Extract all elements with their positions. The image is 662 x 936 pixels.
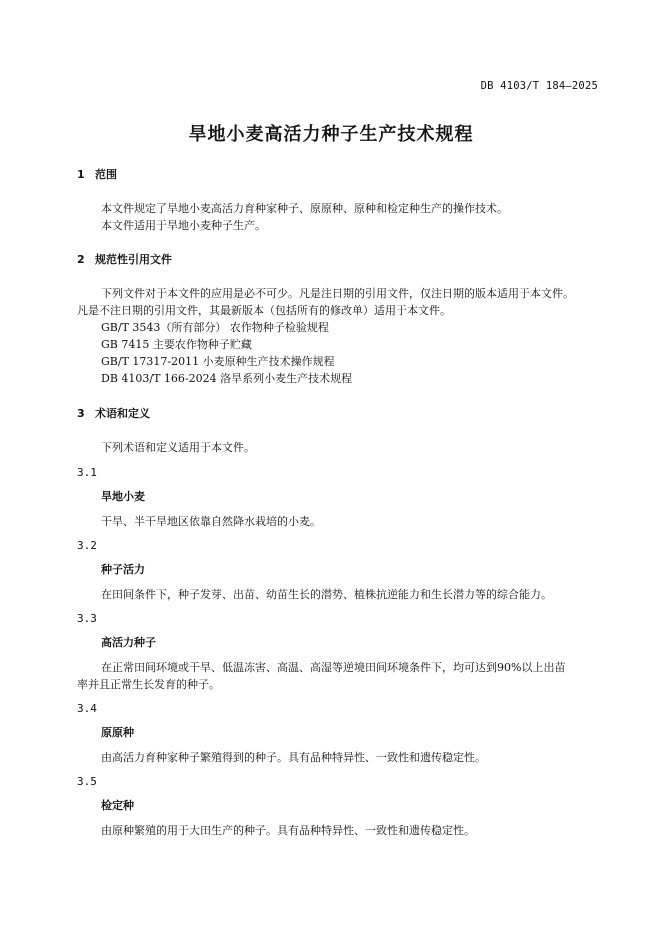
term-name: 旱地小麦 — [101, 490, 145, 503]
section-1-heading — [77, 166, 117, 182]
term-definition: 在正常田间环境或干旱、低温冻害、高温、高湿等逆境田间环境条件下，均可达到90%以上出苗 — [101, 661, 566, 674]
term-number: 3.4 — [77, 702, 97, 715]
section-3-number: 3 — [77, 407, 85, 420]
section-3-intro: 下列术语和定义适用于本文件。 — [101, 441, 255, 454]
term-definition: 由高活力育种家种子繁殖得到的种子。具有品种特异性、一致性和遗传稳定性。 — [101, 751, 486, 764]
term-number: 3.1 — [77, 466, 97, 479]
page-title: 旱地小麦高活力种子生产技术规程 — [188, 124, 474, 145]
term-name: 高活力种子 — [101, 636, 156, 649]
term-number: 3.3 — [77, 612, 97, 625]
reference-item: DB 4103/T 166-2024 洛旱系列小麦生产技术规程 — [101, 372, 353, 385]
term-definition-continuation: 率并且正常生长发育的种子。 — [77, 678, 220, 691]
reference-item: GB 7415 主要农作物种子贮藏 — [101, 338, 252, 351]
section-2-number: 2 — [77, 253, 85, 266]
section-2-heading — [77, 251, 172, 267]
section-1-number: 1 — [77, 168, 85, 181]
section-3-heading — [77, 405, 150, 421]
section-1-paragraph-2: 本文件适用于旱地小麦种子生产。 — [101, 219, 266, 232]
term-number: 3.5 — [77, 775, 97, 788]
section-1-paragraph-1: 本文件规定了旱地小麦高活力育种家种子、原原种、原种和检定种生产的操作技术。 — [101, 202, 508, 215]
section-1-title: 范围 — [95, 168, 117, 181]
document-id: DB 4103/T 184—2025 — [480, 80, 598, 92]
section-2-intro-line-1: 下列文件对于本文件的应用是必不可少。凡是注日期的引用文件，仅注日期的版本适用于本文件。 — [101, 287, 574, 300]
reference-item: GB/T 3543（所有部分） 农作物种子检验规程 — [101, 321, 329, 334]
term-definition: 干旱、半干旱地区依靠自然降水栽培的小麦。 — [101, 515, 321, 528]
term-name: 检定种 — [101, 799, 134, 812]
term-number: 3.2 — [77, 539, 97, 552]
section-2-title: 规范性引用文件 — [95, 253, 172, 266]
term-definition: 由原种繁殖的用于大田生产的种子。具有品种特异性、一致性和遗传稳定性。 — [101, 824, 475, 837]
section-2-intro-line-2: 凡是不注日期的引用文件，其最新版本（包括所有的修改单）适用于本文件。 — [77, 304, 451, 317]
reference-item: GB/T 17317-2011 小麦原种生产技术操作规程 — [101, 355, 335, 368]
term-name: 原原种 — [101, 726, 134, 739]
term-name: 种子活力 — [101, 563, 145, 576]
section-3-title: 术语和定义 — [95, 407, 150, 420]
term-definition: 在田间条件下，种子发芽、出苗、幼苗生长的潜势、植株抗逆能力和生长潜力等的综合能力。 — [101, 588, 552, 601]
